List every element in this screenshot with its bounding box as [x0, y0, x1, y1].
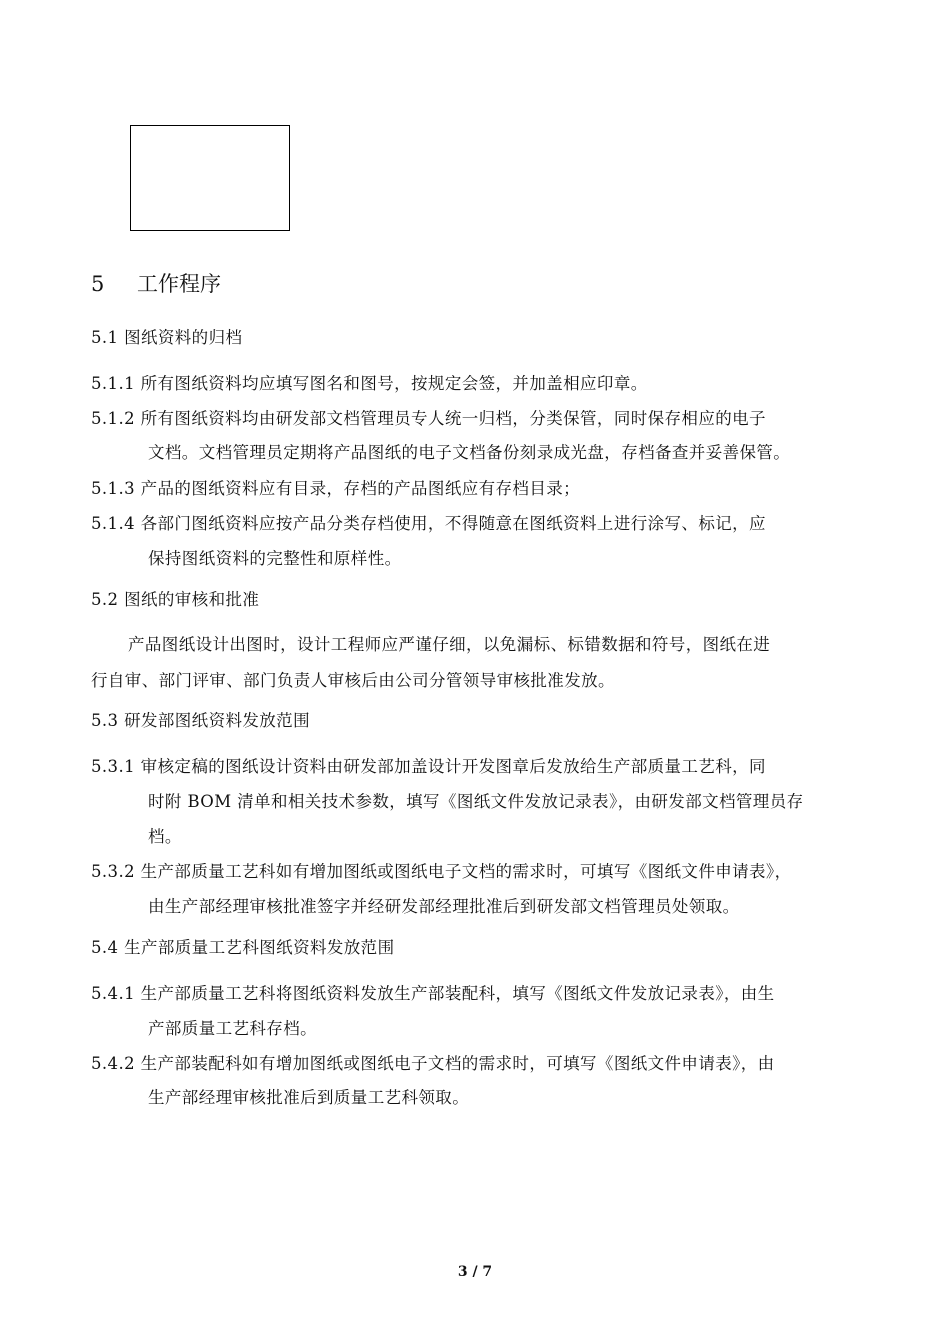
clause-5-4-1-line1: 5.4.1 生产部质量工艺科将图纸资料发放生产部装配科，填写《图纸文件发放记录表》，由生: [91, 984, 775, 1003]
clause-5-3-2-line2: 由生产部经理审核批准签字并经研发部经理批准后到研发部文档管理员处领取。: [148, 897, 740, 916]
subsection-heading-5-1: 5.1 图纸资料的归档: [91, 328, 243, 347]
clause-5-1-1: 5.1.1 所有图纸资料均应填写图名和图号，按规定会签，并加盖相应印章。: [91, 374, 648, 393]
clause-5-1-3: 5.1.3 产品的图纸资料应有目录，存档的产品图纸应有存档目录；: [91, 479, 581, 498]
clause-5-4-1-line2: 产部质量工艺科存档。: [148, 1019, 317, 1038]
clause-5-1-4-line1: 5.1.4 各部门图纸资料应按产品分类存档使用，不得随意在图纸资料上进行涂写、标记，应: [91, 514, 766, 533]
clause-5-4-2-line2: 生产部经理审核批准后到质量工艺科领取。: [148, 1088, 470, 1107]
clause-5-3-2-line1: 5.3.2 生产部质量工艺科如有增加图纸或图纸电子文档的需求时，可填写《图纸文件申请表》，: [91, 862, 792, 881]
section-number: 5: [91, 272, 105, 296]
paragraph-5-2-line1: 产品图纸设计出图时，设计工程师应严谨仔细，以免漏标、标错数据和符号，图纸在进: [128, 635, 771, 654]
clause-5-1-4-line2: 保持图纸资料的完整性和原样性。: [148, 549, 402, 568]
paragraph-5-2-line2: 行自审、部门评审、部门负责人审核后由公司分管领导审核批准发放。: [91, 671, 615, 690]
clause-5-3-1-line3: 档。: [148, 827, 182, 846]
section-title: 工作程序: [137, 272, 221, 296]
subsection-heading-5-3: 5.3 研发部图纸资料发放范围: [91, 711, 310, 730]
section-heading: [91, 270, 221, 298]
clause-5-1-2-line1: 5.1.2 所有图纸资料均由研发部文档管理员专人统一归档，分类保管，同时保存相应的电子: [91, 409, 766, 428]
subsection-heading-5-2: 5.2 图纸的审核和批准: [91, 590, 260, 609]
clause-5-4-2-line1: 5.4.2 生产部装配科如有增加图纸或图纸电子文档的需求时，可填写《图纸文件申请表》，由: [91, 1054, 775, 1073]
clause-5-3-1-line2: 时附 BOM 清单和相关技术参数，填写《图纸文件发放记录表》，由研发部文档管理员存: [148, 792, 804, 811]
clause-5-1-2-line2: 文档。文档管理员定期将产品图纸的电子文档备份刻录成光盘，存档备查并妥善保管。: [148, 443, 791, 462]
empty-frame-box: [130, 125, 290, 231]
clause-5-3-1-line1: 5.3.1 审核定稿的图纸设计资料由研发部加盖设计开发图章后发放给生产部质量工艺科，同: [91, 757, 766, 776]
page-number: 3 / 7: [457, 1264, 493, 1280]
subsection-heading-5-4: 5.4 生产部质量工艺科图纸资料发放范围: [91, 938, 395, 957]
